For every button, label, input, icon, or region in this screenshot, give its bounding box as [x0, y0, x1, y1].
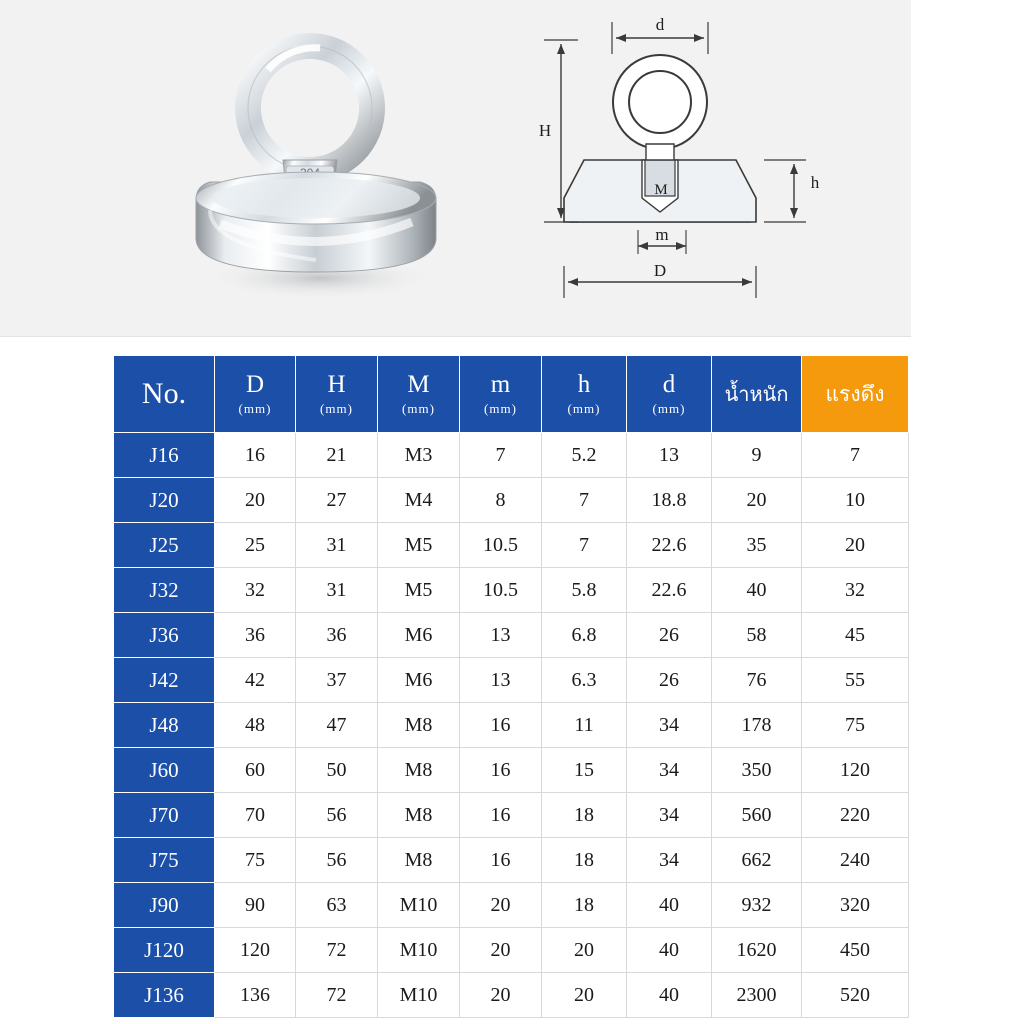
cell-weight: 2300	[712, 973, 802, 1018]
cell-weight: 350	[712, 748, 802, 793]
cell-M: M8	[378, 748, 460, 793]
cell-D: 90	[215, 883, 296, 928]
spec-table-body	[114, 433, 909, 1018]
header-m-symbol: m	[490, 371, 511, 398]
top-right-blank	[911, 0, 1024, 336]
header-H	[296, 356, 378, 433]
header-H-symbol: H	[327, 371, 346, 398]
cell-h: 11	[542, 703, 627, 748]
magnet-photo-svg	[150, 10, 480, 320]
cell-H: 21	[296, 433, 378, 478]
row-no: J16	[114, 433, 215, 478]
cell-h: 20	[542, 928, 627, 973]
row-no: J42	[114, 658, 215, 703]
cell-m: 8	[460, 478, 542, 523]
cell-d: 34	[627, 838, 712, 883]
spec-table	[113, 355, 909, 1018]
cell-h: 15	[542, 748, 627, 793]
header-weight	[712, 356, 802, 433]
table-row	[114, 568, 909, 613]
header-M-symbol: M	[407, 371, 430, 398]
row-no: J36	[114, 613, 215, 658]
header-M-unit: (mm)	[402, 401, 435, 416]
cell-H: 72	[296, 928, 378, 973]
cell-pull: 520	[802, 973, 909, 1018]
header-m	[460, 356, 542, 433]
header-h-symbol: h	[577, 371, 591, 398]
cell-D: 20	[215, 478, 296, 523]
cell-pull: 240	[802, 838, 909, 883]
table-row	[114, 658, 909, 703]
cell-pull: 20	[802, 523, 909, 568]
header-D-unit: (mm)	[238, 401, 272, 416]
cell-pull: 220	[802, 793, 909, 838]
cell-H: 27	[296, 478, 378, 523]
cell-h: 7	[542, 523, 627, 568]
spec-table-head	[114, 356, 909, 433]
cell-m: 10.5	[460, 568, 542, 613]
cell-D: 70	[215, 793, 296, 838]
cell-h: 7	[542, 478, 627, 523]
row-no: J70	[114, 793, 215, 838]
table-row	[114, 523, 909, 568]
top-illustration-panel	[0, 0, 911, 337]
cell-d: 26	[627, 658, 712, 703]
cell-pull: 75	[802, 703, 909, 748]
cell-M: M5	[378, 568, 460, 613]
cell-H: 31	[296, 523, 378, 568]
cell-h: 18	[542, 793, 627, 838]
cell-D: 25	[215, 523, 296, 568]
cell-d: 22.6	[627, 523, 712, 568]
cell-D: 60	[215, 748, 296, 793]
cell-weight: 1620	[712, 928, 802, 973]
diagram-label-d: d	[655, 15, 665, 34]
cell-h: 18	[542, 838, 627, 883]
cell-weight: 932	[712, 883, 802, 928]
cell-m: 13	[460, 613, 542, 658]
cell-h: 18	[542, 883, 627, 928]
cell-M: M8	[378, 793, 460, 838]
cell-H: 31	[296, 568, 378, 613]
cell-M: M5	[378, 523, 460, 568]
cell-h: 5.2	[542, 433, 627, 478]
cell-M: M6	[378, 658, 460, 703]
cell-d: 26	[627, 613, 712, 658]
cell-m: 16	[460, 748, 542, 793]
header-no	[114, 356, 215, 433]
cell-m: 16	[460, 838, 542, 883]
cell-weight: 662	[712, 838, 802, 883]
header-no-label: No.	[141, 377, 187, 410]
header-D-symbol: D	[245, 371, 265, 398]
table-row	[114, 793, 909, 838]
cell-d: 40	[627, 973, 712, 1018]
row-no: J20	[114, 478, 215, 523]
cell-weight: 178	[712, 703, 802, 748]
cell-H: 36	[296, 613, 378, 658]
cell-m: 16	[460, 703, 542, 748]
cell-weight: 35	[712, 523, 802, 568]
table-row	[114, 883, 909, 928]
cell-D: 120	[215, 928, 296, 973]
table-row	[114, 928, 909, 973]
cell-D: 48	[215, 703, 296, 748]
table-row	[114, 478, 909, 523]
row-no: J32	[114, 568, 215, 613]
header-pull-force-label: แรงดึง	[825, 382, 885, 406]
cell-D: 32	[215, 568, 296, 613]
cell-pull: 7	[802, 433, 909, 478]
table-row	[114, 748, 909, 793]
cell-D: 42	[215, 658, 296, 703]
cell-pull: 10	[802, 478, 909, 523]
table-row	[114, 838, 909, 883]
header-H-unit: (mm)	[320, 401, 353, 416]
cell-h: 20	[542, 973, 627, 1018]
cell-H: 37	[296, 658, 378, 703]
cell-d: 34	[627, 793, 712, 838]
header-m-unit: (mm)	[484, 401, 517, 416]
cell-H: 56	[296, 838, 378, 883]
diagram-label-H: H	[538, 121, 552, 140]
row-no: J75	[114, 838, 215, 883]
dimension-diagram-svg	[520, 8, 860, 320]
cell-M: M4	[378, 478, 460, 523]
cell-pull: 320	[802, 883, 909, 928]
cell-D: 136	[215, 973, 296, 1018]
cell-M: M10	[378, 973, 460, 1018]
cell-m: 7	[460, 433, 542, 478]
cell-weight: 58	[712, 613, 802, 658]
cell-M: M8	[378, 703, 460, 748]
cell-weight: 560	[712, 793, 802, 838]
cell-M: M10	[378, 928, 460, 973]
table-row	[114, 433, 909, 478]
cell-weight: 9	[712, 433, 802, 478]
header-pull-force	[802, 356, 909, 433]
header-d	[627, 356, 712, 433]
row-no: J90	[114, 883, 215, 928]
header-row	[114, 356, 909, 433]
header-D	[215, 356, 296, 433]
cell-D: 75	[215, 838, 296, 883]
cell-H: 50	[296, 748, 378, 793]
row-no: J60	[114, 748, 215, 793]
cell-m: 20	[460, 928, 542, 973]
row-no: J120	[114, 928, 215, 973]
cell-d: 13	[627, 433, 712, 478]
cell-h: 6.3	[542, 658, 627, 703]
table-row	[114, 973, 909, 1018]
table-row	[114, 613, 909, 658]
dimension-diagram	[520, 8, 860, 320]
cell-M: M8	[378, 838, 460, 883]
cell-M: M6	[378, 613, 460, 658]
cell-pull: 55	[802, 658, 909, 703]
header-weight-label: น้ำหนัก	[724, 384, 789, 406]
cell-d: 18.8	[627, 478, 712, 523]
cell-H: 47	[296, 703, 378, 748]
cell-pull: 32	[802, 568, 909, 613]
product-photo	[150, 10, 480, 320]
header-d-symbol: d	[662, 371, 676, 398]
cell-D: 36	[215, 613, 296, 658]
diagram-label-D: D	[653, 261, 667, 280]
cell-d: 22.6	[627, 568, 712, 613]
row-no: J48	[114, 703, 215, 748]
cell-M: M10	[378, 883, 460, 928]
cell-pull: 120	[802, 748, 909, 793]
cell-m: 20	[460, 973, 542, 1018]
diagram-label-M: M	[654, 182, 668, 198]
diagram-label-m: m	[655, 225, 669, 244]
cell-d: 40	[627, 883, 712, 928]
cell-weight: 40	[712, 568, 802, 613]
cell-m: 10.5	[460, 523, 542, 568]
cell-M: M3	[378, 433, 460, 478]
cell-d: 40	[627, 928, 712, 973]
row-no: J25	[114, 523, 215, 568]
cell-d: 34	[627, 748, 712, 793]
cell-H: 72	[296, 973, 378, 1018]
cell-h: 6.8	[542, 613, 627, 658]
header-h	[542, 356, 627, 433]
cell-weight: 76	[712, 658, 802, 703]
header-M	[378, 356, 460, 433]
header-h-unit: (mm)	[567, 401, 601, 416]
row-no: J136	[114, 973, 215, 1018]
cell-weight: 20	[712, 478, 802, 523]
cell-d: 34	[627, 703, 712, 748]
cell-H: 63	[296, 883, 378, 928]
diagram-label-h: h	[810, 173, 820, 192]
spec-table-container	[113, 355, 908, 1018]
table-row	[114, 703, 909, 748]
cell-pull: 450	[802, 928, 909, 973]
cell-h: 5.8	[542, 568, 627, 613]
cell-m: 13	[460, 658, 542, 703]
cell-H: 56	[296, 793, 378, 838]
header-d-unit: (mm)	[652, 401, 686, 416]
cell-m: 16	[460, 793, 542, 838]
cell-D: 16	[215, 433, 296, 478]
cell-pull: 45	[802, 613, 909, 658]
cell-m: 20	[460, 883, 542, 928]
